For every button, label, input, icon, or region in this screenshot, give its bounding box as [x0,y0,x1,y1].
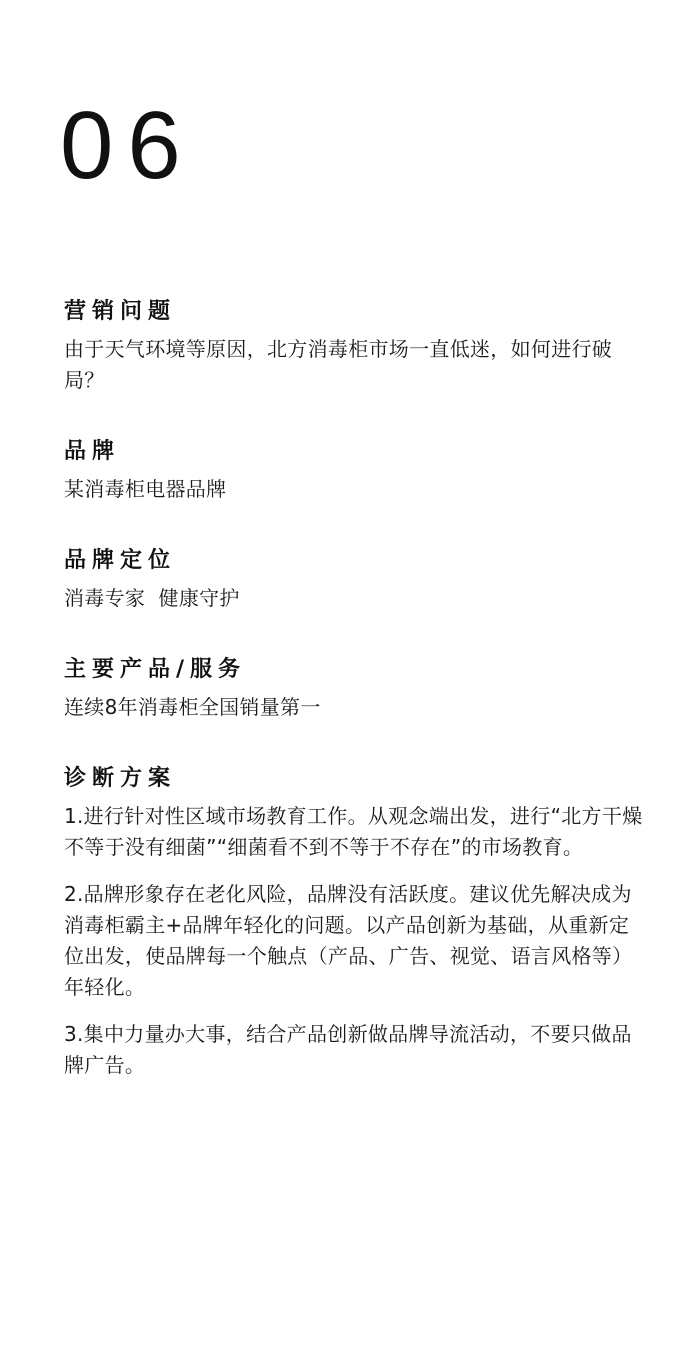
section-text: 连续8年消毒柜全国销量第一 [64,695,321,719]
section-text: 某消毒柜电器品牌 [64,477,227,501]
section-title: 品牌 [64,439,121,464]
diagnosis-item: 1.进行针对性区域市场教育工作。从观念端出发，进行“北方干燥不等于没有细菌”“细菌看不到不等于不存在”的市场教育。 [64,804,643,859]
diagnosis-item: 3.集中力量办大事，结合产品创新做品牌导流活动，不要只做品牌广告。 [64,1022,632,1077]
section-brand [64,436,644,505]
diagnosis-item: 2.品牌形象存在老化风险，品牌没有活跃度。建议优先解决成为消毒柜霸主+品牌年轻化的问题。以产品创新为基础，从重新定位出发，使品牌每一个触点（产品、广告、视觉、语言风格等）年轻化。 [64,882,633,999]
section-title: 品牌定位 [64,548,177,573]
section-diagnosis [64,763,644,1081]
section-main-products [64,654,644,723]
page-number: 06 [60,92,195,199]
section-positioning [64,545,644,614]
content [64,296,644,1097]
section-title: 主要产品/服务 [64,657,247,682]
section-marketing-problem [64,296,644,396]
section-text: 由于天气环境等原因，北方消毒柜市场一直低迷，如何进行破局？ [64,337,613,392]
section-text: 消毒专家 健康守护 [64,586,240,610]
section-title: 营销问题 [64,299,177,324]
section-title: 诊断方案 [64,766,177,791]
